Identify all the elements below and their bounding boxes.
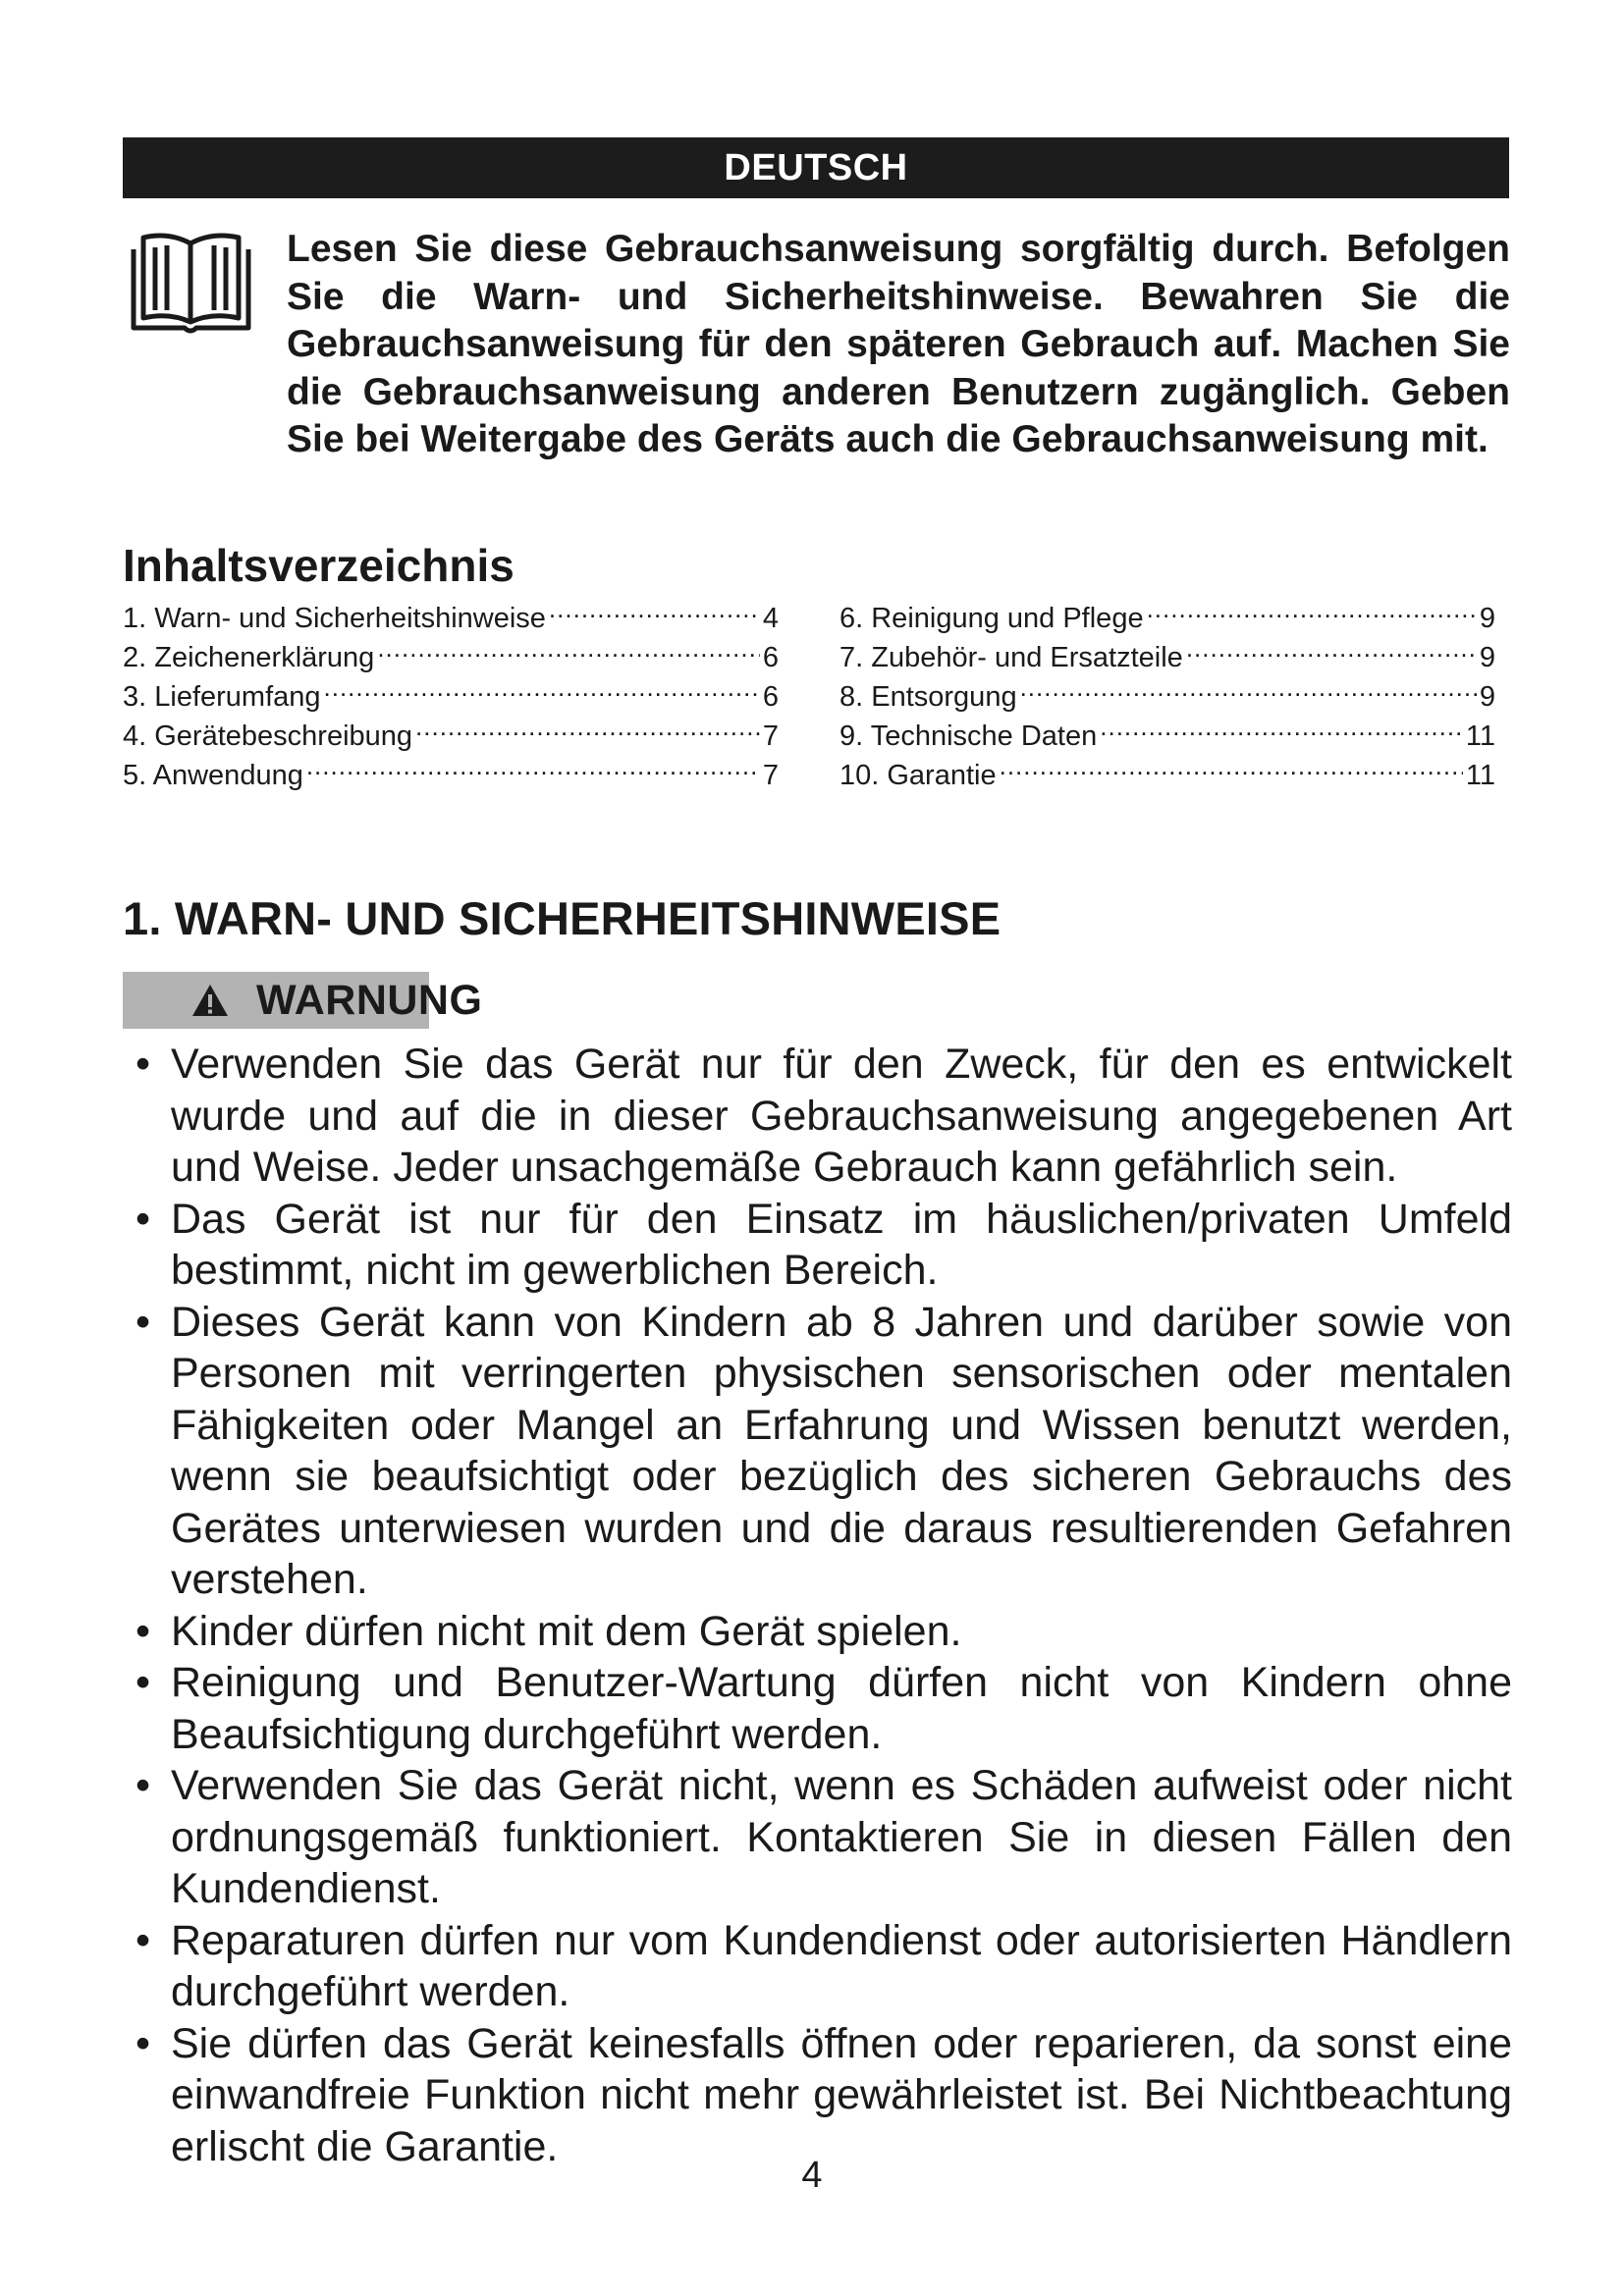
toc-entry[interactable]: [123, 599, 779, 638]
toc-entry-page: 6: [762, 681, 779, 713]
toc-entry[interactable]: [839, 599, 1495, 638]
toc-entry-label: 10. Garantie: [839, 760, 997, 791]
toc-entry-label: 9. Technische Daten: [839, 721, 1098, 752]
toc-entry-page: 11: [1465, 760, 1495, 791]
toc-entry-page: 7: [762, 721, 779, 752]
toc-entry[interactable]: [839, 638, 1495, 677]
toc-entry-label: 4. Gerätebeschreibung: [123, 721, 413, 752]
list-item: • Kinder dürfen nicht mit dem Gerät spielen.: [135, 1607, 962, 1655]
toc-entry[interactable]: [839, 756, 1495, 795]
warning-label: [123, 972, 482, 1029]
list-item: • Reinigung und Benutzer-Wartung dürfen nicht von Kindern ohne Beaufsichtigung durchgeführt werden.: [135, 1659, 1512, 1758]
list-item-text: Sie dürfen das Gerät keinesfalls öffnen oder reparieren, da sonst eine einwandfreie Funktion nicht mehr gewährleistet ist. Bei Nichtbeachtung erlischt die Garantie.: [171, 2019, 1512, 2170]
list-item-text: Kinder dürfen nicht mit dem Gerät spielen.: [171, 1607, 962, 1655]
toc-entry-page: 9: [1479, 642, 1495, 673]
toc-entry-label: 6. Reinigung und Pflege: [839, 603, 1144, 634]
toc-entry-page: 6: [762, 642, 779, 673]
list-item-text: Reinigung und Benutzer-Wartung dürfen nicht von Kindern ohne Beaufsichtigung durchgeführt werden.: [171, 1659, 1512, 1758]
toc-column-left: [123, 599, 779, 795]
toc-entry[interactable]: [839, 717, 1495, 756]
language-header: DEUTSCH: [123, 137, 1509, 198]
toc-entry-page: 9: [1479, 603, 1495, 634]
toc-entry-label: 8. Entsorgung: [839, 681, 1017, 713]
warning-label-text: WARNUNG: [256, 976, 483, 1024]
toc-entry-label: 1. Warn- und Sicherheitshinweise: [123, 603, 546, 634]
list-item: • Verwenden Sie das Gerät nicht, wenn es Schäden aufweist oder nicht ordnungsgemäß funktioniert. Kontaktieren Sie in diesen Fällen den Kundendienst.: [135, 1762, 1512, 1912]
list-item-text: Dieses Gerät kann von Kindern ab 8 Jahren und darüber sowie von Personen mit verringerten physischen sensorischen oder mentalen Fähigkeiten oder Mangel an Erfahrung und Wissen benutzt werden, wenn sie beaufsichtigt oder bezüglich des sicheren Gebrauchs des Gerätes unterwiesen wurden und die daraus resultierenden Gefahren verstehen.: [171, 1298, 1512, 1603]
toc-entry-label: 2. Zeichenerklärung: [123, 642, 375, 673]
list-item: • Dieses Gerät kann von Kindern ab 8 Jahren und darüber sowie von Personen mit verringerten physischen sensorischen oder mentalen Fähigkeiten oder Mangel an Erfahrung und Wissen benutzt werden, wenn sie beaufsichtigt oder bezüglich des sicheren Gebrauchs des Gerätes unterwiesen wurden und die daraus resultierenden Gefahren verstehen.: [135, 1298, 1512, 1603]
list-item-text: Das Gerät ist nur für den Einsatz im häuslichen/privaten Umfeld bestimmt, nicht im gewerblichen Bereich.: [171, 1195, 1512, 1294]
list-item: • Das Gerät ist nur für den Einsatz im häuslichen/privaten Umfeld bestimmt, nicht im gewerblichen Bereich.: [135, 1195, 1512, 1294]
toc-entry-label: 5. Anwendung: [123, 760, 303, 791]
page-number: 4: [801, 2155, 823, 2196]
book-icon: [130, 228, 252, 338]
list-item: • Sie dürfen das Gerät keinesfalls öffnen oder reparieren, da sonst eine einwandfreie Funktion nicht mehr gewährleistet ist. Bei Nichtbeachtung erlischt die Garantie.: [135, 2019, 1512, 2170]
toc-entry[interactable]: [123, 638, 779, 677]
toc-entry-page: 9: [1479, 681, 1495, 713]
toc-entry[interactable]: [839, 677, 1495, 717]
intro-instructions: Lesen Sie diese Gebrauchsanweisung sorgfältig durch. Befolgen Sie die Warn- und Sicherheitshinweise. Bewahren Sie die Gebrauchsanweisung für den späteren Gebrauch auf. Machen Sie die Gebrauchsanweisung anderen Benutzern zugänglich. Geben Sie bei Weitergabe des Geräts auch die Gebrauchsanweisung mit.: [287, 228, 1510, 460]
toc-entry[interactable]: [123, 717, 779, 756]
toc-entry-page: 4: [762, 603, 779, 634]
toc-entry-label: 3. Lieferumfang: [123, 681, 321, 713]
list-item: • Verwenden Sie das Gerät nur für den Zweck, für den es entwickelt wurde und auf die in dieser Gebrauchsanweisung angegebenen Art und Weise. Jeder unsachgemäße Gebrauch kann gefährlich sein.: [135, 1041, 1512, 1191]
toc-entry[interactable]: [123, 756, 779, 795]
toc-title: Inhaltsverzeichnis: [123, 540, 514, 591]
section-title: 1. WARN- UND SICHERHEITSHINWEISE: [123, 892, 1001, 944]
warning-triangle-icon: [191, 984, 229, 1017]
toc-column-right: [839, 599, 1495, 795]
toc-entry-page: 11: [1465, 721, 1495, 752]
safety-warnings-list: [128, 1039, 1512, 2172]
list-item-text: Verwenden Sie das Gerät nur für den Zweck, für den es entwickelt wurde und auf die in dieser Gebrauchsanweisung angegebenen Art und Weise. Jeder unsachgemäße Gebrauch kann gefährlich sein.: [171, 1041, 1512, 1191]
toc-entry-page: 7: [762, 760, 779, 791]
list-item-text: Verwenden Sie das Gerät nicht, wenn es Schäden aufweist oder nicht ordnungsgemäß funktioniert. Kontaktieren Sie in diesen Fällen den Kundendienst.: [171, 1762, 1512, 1912]
toc-entry-label: 7. Zubehör- und Ersatzteile: [839, 642, 1183, 673]
list-item: • Reparaturen dürfen nur vom Kundendienst oder autorisierten Händlern durchgeführt werden.: [135, 1916, 1512, 2015]
list-item-text: Reparaturen dürfen nur vom Kundendienst oder autorisierten Händlern durchgeführt werden.: [171, 1916, 1512, 2015]
toc-entry[interactable]: [123, 677, 779, 717]
